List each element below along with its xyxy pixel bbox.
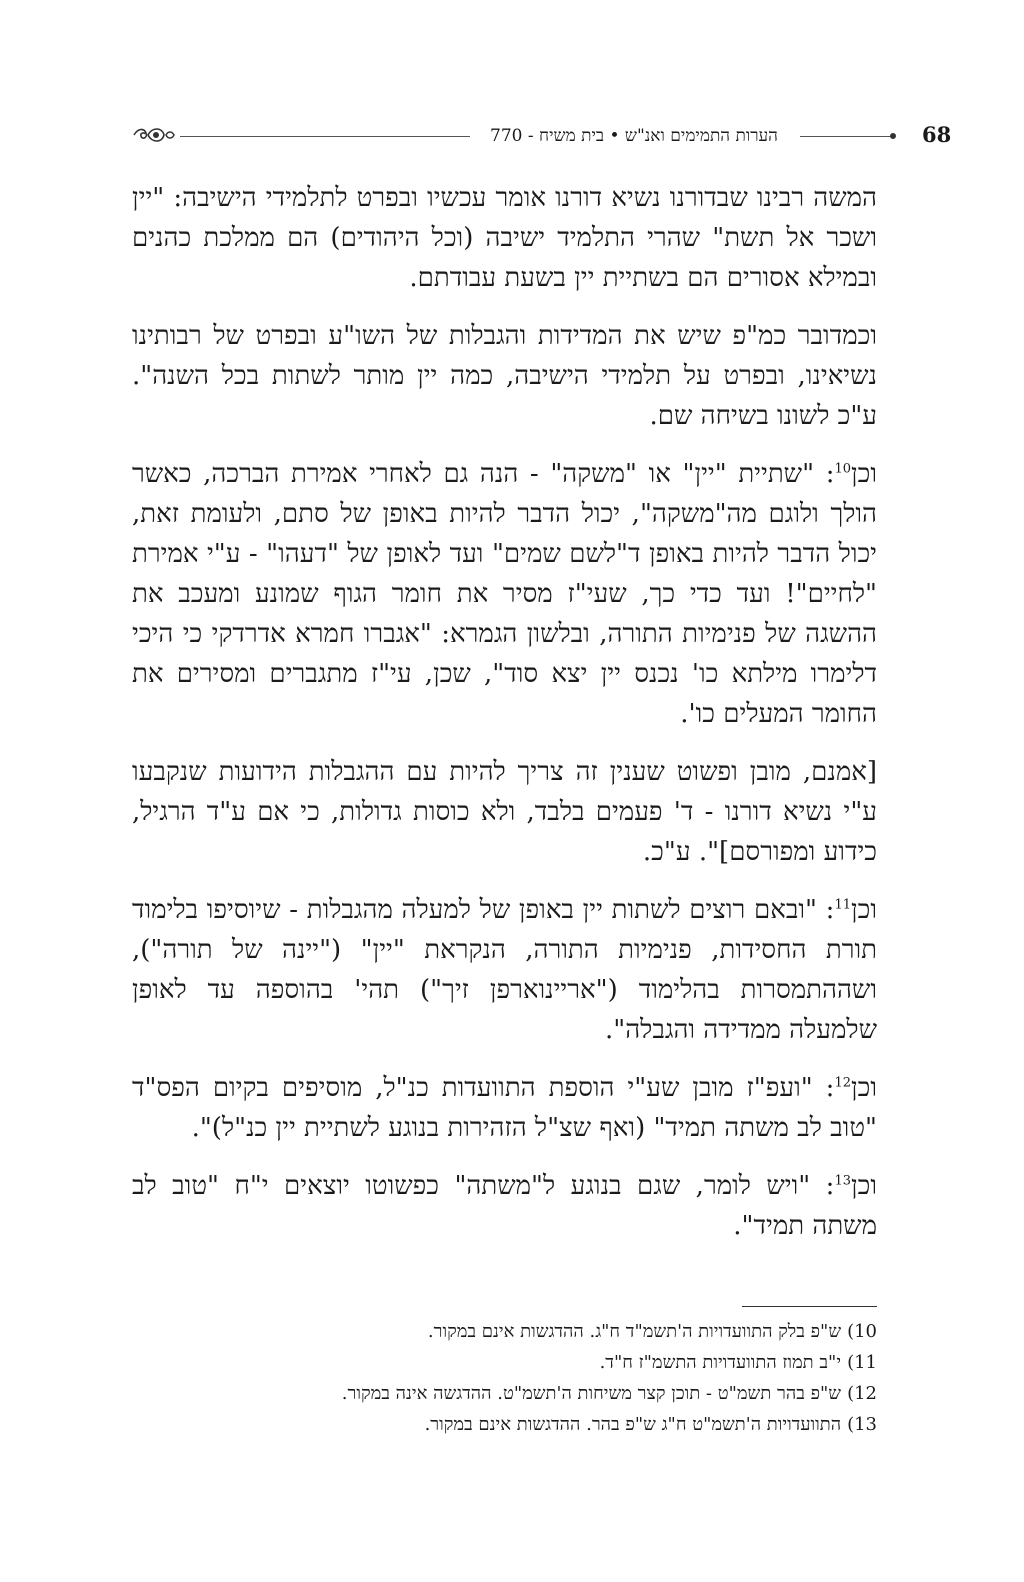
paragraph-7 xyxy=(132,1166,877,1246)
paragraph-text: : "ועפ"ז מובן שע"י הוספת התוועדות כנ"ל, מוסיפים בקיום הפס"ד "טוב לב משתה תמיד" (ואף שצ"ל הזהירות בנוגע לשתיית יין כנ"ל)". xyxy=(132,1073,877,1143)
paragraph-text: : "שתיית "יין" או "משקה" - הנה גם לאחרי אמירת הברכה, כאשר הולך ולוגם מה"משקה", יכול הדבר להיות באופן של סתם, ולעומת זאת, יכול הדבר להיות באופן ד"לשם שמים" ועד לאופן של "דעהו" - ע"י אמירת "לחיים"! ועד כדי כך, שעי"ז מסיר את חומר הגוף שמונע ומעכב את ההשגה של פנימיות התורה, ובלשון הגמרא: "אגברו חמרא אדרדקי כי היכי דלימרו מילתא כו' נכנס יין יצא סוד", שכן, עי"ז מתגברים ומסירים את החומר המעלים כו'. xyxy=(132,459,877,729)
paragraph-5 xyxy=(132,890,877,1050)
header-rule-right xyxy=(800,136,892,137)
footnote-text: י"ב תמוז התוועדויות התשמ"ז ח"ד. xyxy=(599,1352,842,1373)
footnote-number: 13) xyxy=(847,1414,877,1435)
paragraph-6 xyxy=(132,1068,877,1148)
page-number: 68 xyxy=(922,122,952,147)
footnote-separator xyxy=(742,1306,877,1307)
footnote xyxy=(132,1378,877,1409)
paragraph-text: [אמנם, מובן ופשוט שענין זה צריך להיות עם ההגבלות הידועות שנקבעו ע"י נשיא דורנו - ד' פעמים בלבד, ולא כוסות גדולות, כי אם ע"ד הרגיל, כידוע ומפורסם]". ע"כ. xyxy=(132,757,877,867)
page-header xyxy=(132,118,952,158)
footnote-text: ש"פ בלק התוועדויות ה'תשמ"ד ח"ג. ההדגשות אינם במקור. xyxy=(427,1321,842,1342)
footnote-text: ש"פ בהר תשמ"ט - תוכן קצר משיחות ה'תשמ"ט. ההדגשה אינה במקור. xyxy=(341,1383,842,1404)
footnote-number: 12) xyxy=(847,1383,877,1404)
paragraph-text: : "ויש לומר, שגם בנוגע ל"משתה" כפשוטו יוצאים י"ח "טוב לב משתה תמיד". xyxy=(132,1171,877,1241)
decorative-flourish-icon xyxy=(132,124,176,146)
paragraph-text: : "ובאם רוצים לשתות יין באופן של למעלה מהגבלות - שיוסיפו בלימוד תורת החסידות, פנימיות התורה, הנקראת "יין" ("יינה של תורה"), ושההתמסרות בהלימוד ("אריינוארפן זיך") תהי' בהוספה עד לאופן שלמעלה ממדידה והגבלה". xyxy=(132,895,877,1045)
paragraph-3 xyxy=(132,454,877,734)
footnote-number: 11) xyxy=(847,1352,877,1373)
footnote xyxy=(132,1347,877,1378)
footnote-number: 10) xyxy=(847,1321,877,1342)
paragraph-text: וכמדובר כמ"פ שיש את המדידות והגבלות של השו"ע ובפרט של רבותינו נשיאינו, ובפרט על תלמידי הישיבה, כמה יין מותר לשתות בכל השנה". ע"כ לשונו בשיחה שם. xyxy=(132,321,877,431)
paragraph-lead: וכן xyxy=(851,1073,877,1103)
paragraph-2 xyxy=(132,316,877,436)
footnote-ref[interactable]: 13 xyxy=(834,1173,851,1189)
paragraph-lead: וכן xyxy=(851,1171,877,1201)
footnote-text: התוועדויות ה'תשמ"ט ח"ג ש"פ בהר. ההדגשות אינם במקור. xyxy=(424,1414,842,1435)
footnote xyxy=(132,1409,877,1440)
header-rule-dot xyxy=(890,133,896,139)
footnote-ref[interactable]: 10 xyxy=(834,461,851,477)
paragraph-lead: וכן xyxy=(851,459,877,489)
paragraph-text: המשה רבינו שבדורנו נשיא דורנו אומר עכשיו ובפרט לתלמידי הישיבה: "יין ושכר אל תשת" שהרי התלמיד ישיבה (וכל היהודים) הם ממלכת כהנים ובמילא אסורים הם בשתיית יין בשעת עבודתם. xyxy=(132,183,877,293)
footnote-ref[interactable]: 11 xyxy=(834,897,851,913)
footnote-ref[interactable]: 12 xyxy=(834,1075,851,1091)
paragraph-lead: וכן xyxy=(851,895,877,925)
paragraph-1 xyxy=(132,178,877,298)
footnote xyxy=(132,1316,877,1347)
footnotes xyxy=(132,1316,877,1440)
main-text xyxy=(132,178,877,1264)
paragraph-4 xyxy=(132,752,877,872)
header-rule-left xyxy=(180,136,470,137)
running-title: הערות התמימים ואנ"ש • בית משיח - 770 xyxy=(490,126,778,146)
